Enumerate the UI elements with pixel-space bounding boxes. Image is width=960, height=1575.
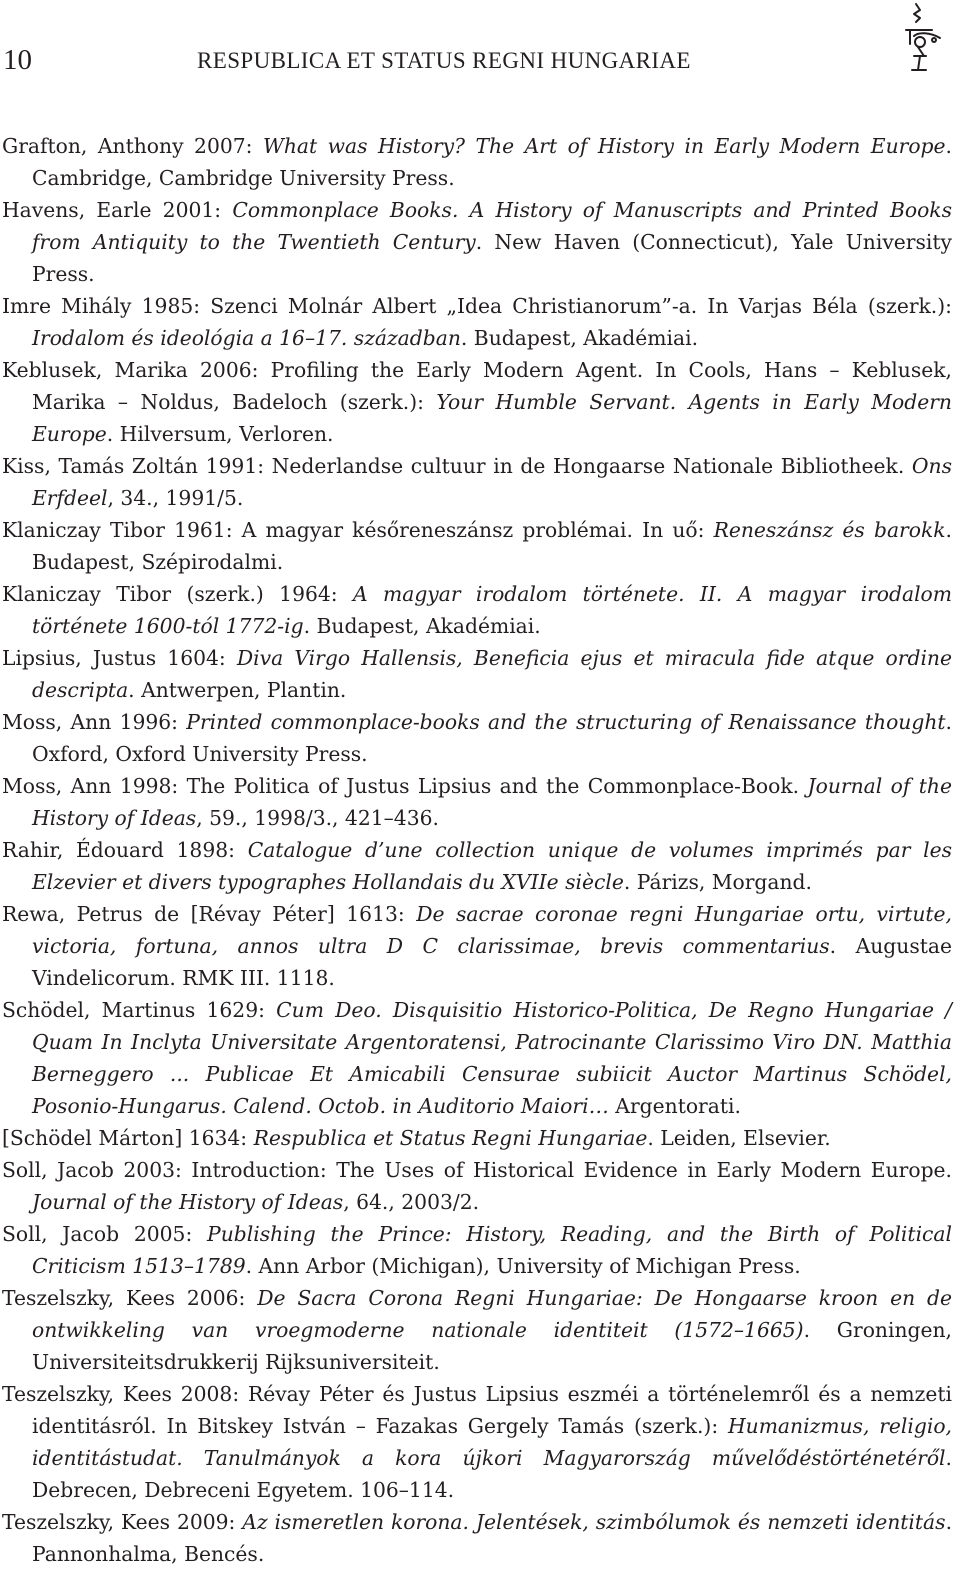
page-header: [0, 34, 960, 86]
entry-text: Imre Mihály 1985: Szenci Molnár Albert „Idea Christianorum”-a. In Varjas Béla (szerk.):: [2, 294, 952, 318]
entry-title-italic: Publishing the Prince: History, Reading, and the Birth of Political Criticism 1513–1789: [32, 1222, 952, 1278]
entry-text: , 59., 1998/3., 421–436.: [196, 806, 439, 830]
bibliography-entry: [2, 994, 952, 1122]
entry-text: . Cambridge, Cambridge University Press.: [32, 134, 952, 190]
entry-text: Lipsius, Justus 1604:: [2, 646, 237, 670]
entry-title-italic: Ons Erfdeel: [32, 454, 952, 510]
bibliography-entry: [2, 514, 952, 578]
entry-text: Argentorati.: [608, 1094, 741, 1118]
bibliography-entry: [2, 770, 952, 834]
bibliography-entry: [2, 834, 952, 898]
entry-text: . Hilversum, Verloren.: [106, 422, 334, 446]
bibliography-entry: [2, 578, 952, 642]
entry-text: . Budapest, Akadémiai.: [303, 614, 541, 638]
bibliography-entry: [2, 354, 952, 450]
entry-title-italic: Catalogue d’une collection unique de volumes imprimés par les Elzevier et divers typographes Hollandais du XVIIe siècle: [32, 838, 952, 894]
entry-text: Rahir, Édouard 1898:: [2, 838, 248, 862]
bibliography-entry: [2, 130, 952, 194]
entry-title-italic: Journal of the History of Ideas: [32, 1190, 344, 1214]
entry-text: Klaniczay Tibor 1961: A magyar későreneszánsz problémai. In uő:: [2, 518, 714, 542]
entry-text: Klaniczay Tibor (szerk.) 1964:: [2, 582, 353, 606]
bibliography-entry: [2, 1506, 952, 1570]
entry-text: Soll, Jacob 2005:: [2, 1222, 208, 1246]
bibliography-entry: [2, 1282, 952, 1378]
entry-text: . Budapest, Akadémiai.: [460, 326, 699, 350]
running-title: RESPUBLICA ET STATUS REGNI HUNGARIAE: [197, 48, 691, 73]
entry-text: Kiss, Tamás Zoltán 1991: Nederlandse cultuur in de Hongaarse Nationale Bibliotheek.: [2, 454, 912, 478]
entry-text: Teszelszky, Kees 2006:: [2, 1286, 258, 1310]
bibliography-entry: [2, 450, 952, 514]
bibliography-entry: [2, 898, 952, 994]
entry-title-italic: Diva Virgo Hallensis, Beneficia ejus et miracula fide atque ordine descripta: [32, 646, 952, 702]
entry-text: Rewa, Petrus de [Révay Péter] 1613:: [2, 902, 417, 926]
bibliography-entry: [2, 1122, 952, 1154]
entry-title-italic: A magyar irodalom története. II. A magyar irodalom története 1600-tól 1772-ig: [32, 582, 952, 638]
entry-text: . Leiden, Elsevier.: [647, 1126, 831, 1150]
entry-text: . Párizs, Morgand.: [623, 870, 812, 894]
entry-title-italic: Commonplace Books. A History of Manuscripts and Printed Books from Antiquity to the Twentieth Century: [32, 198, 952, 254]
entry-text: Havens, Earle 2001:: [2, 198, 233, 222]
entry-text: Soll, Jacob 2003: Introduction: The Uses of Historical Evidence in Early Modern Europe.: [2, 1158, 952, 1182]
entry-title-italic: De sacrae coronae regni Hungariae ortu, virtute, victoria, fortuna, annos ultra D C clarissimae, brevis commentarius: [32, 902, 952, 958]
bibliography-entry: [2, 1154, 952, 1218]
entry-text: Teszelszky, Kees 2008: Révay Péter és Justus Lipsius eszméi a történelemről és a nemzeti identitásról. In Bitskey István – Fazakas Gergely Tamás (szerk.):: [2, 1382, 952, 1438]
entry-title-italic: De Sacra Corona Regni Hungariae: De Hongaarse kroon en de ontwikkeling van vroegmoderne nationale identiteit (1572–1665): [32, 1286, 952, 1342]
bibliography-entry: [2, 1218, 952, 1282]
entry-text: Moss, Ann 1996:: [2, 710, 187, 734]
bibliography-list: [2, 130, 952, 1570]
entry-title-italic: Irodalom és ideológia a 16–17. században: [32, 326, 461, 350]
entry-title-italic: Respublica et Status Regni Hungariae: [253, 1126, 648, 1150]
entry-text: Keblusek, Marika 2006: Profiling the Early Modern Agent. In Cools, Hans – Keblusek, Marika – Noldus, Badeloch (szerk.):: [2, 358, 952, 414]
bibliography-entry: [2, 290, 952, 354]
entry-text: , 34., 1991/5.: [107, 486, 244, 510]
entry-title-italic: Your Humble Servant. Agents in Early Modern Europe: [32, 390, 952, 446]
entry-title-italic: Journal of the History of Ideas: [32, 774, 952, 830]
entry-title-italic: Cum Deo. Disquisitio Historico-Politica, De Regno Hungariae / Quam In Inclyta Universitate Argentoratensi, Patrocinante Clarissimo Viro DN. Matthia Berneggero ... Publicae Et Amicabili Censurae subiicit Auctor Martinus Schödel, Posonio-Hungarus. Calend. Octob. in Auditorio Maiori…: [32, 998, 952, 1118]
bibliography-entry: [2, 194, 952, 290]
entry-text: Schödel, Martinus 1629:: [2, 998, 277, 1022]
entry-title-italic: What was History? The Art of History in Early Modern Europe: [263, 134, 946, 158]
entry-text: Teszelszky, Kees 2009:: [2, 1510, 243, 1534]
entry-text: . Antwerpen, Plantin.: [128, 678, 347, 702]
entry-text: , 64., 2003/2.: [343, 1190, 480, 1214]
entry-text: . Augustae Vindelicorum. RMK III. 1118.: [32, 934, 952, 990]
bibliography-entry: [2, 706, 952, 770]
entry-text: Moss, Ann 1998: The Politica of Justus Lipsius and the Commonplace-Book.: [2, 774, 808, 798]
entry-title-italic: Printed commonplace-books and the structuring of Renaissance thought: [186, 710, 946, 734]
entry-text: . Groningen, Universiteitsdrukkerij Rijksuniversiteit.: [32, 1318, 953, 1374]
entry-text: . Pannonhalma, Bencés.: [32, 1510, 953, 1566]
entry-title-italic: Az ismeretlen korona. Jelentések, szimbólumok és nemzeti identitás: [242, 1510, 946, 1534]
entry-text: . Oxford, Oxford University Press.: [32, 710, 952, 766]
entry-text: . Budapest, Szépirodalmi.: [32, 518, 952, 574]
entry-text: . New Haven (Connecticut), Yale University Press.: [32, 230, 952, 286]
entry-text: Grafton, Anthony 2007:: [2, 134, 263, 158]
entry-text: [Schödel Márton] 1634:: [2, 1126, 254, 1150]
page-number: 10: [3, 44, 32, 76]
entry-title-italic: Humanizmus, religio, identitástudat. Tanulmányok a kora újkori Magyarország művelődéstörténetéről: [32, 1414, 952, 1470]
bibliography-entry: [2, 1378, 952, 1506]
entry-text: . Debrecen, Debreceni Egyetem. 106–114.: [32, 1446, 952, 1502]
entry-text: . Ann Arbor (Michigan), University of Michigan Press.: [245, 1254, 801, 1278]
publisher-logo-icon: [896, 0, 946, 78]
bibliography-entry: [2, 642, 952, 706]
entry-title-italic: Reneszánsz és barokk: [713, 518, 946, 542]
